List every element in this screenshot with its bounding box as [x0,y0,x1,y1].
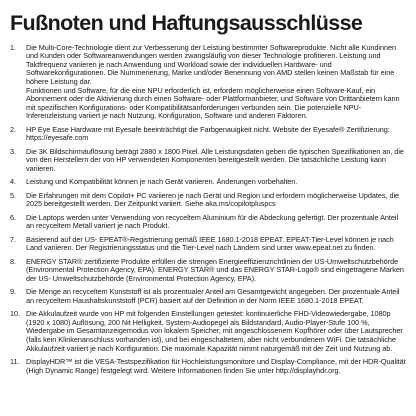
footnote-item [10,214,406,231]
footnote-item [10,178,406,187]
footnote-item [10,192,406,209]
footnote-number: 3. [10,146,17,156]
footnote-item [10,126,406,143]
footnote-item [10,358,406,375]
footnote-item [10,310,406,353]
footnote-text: Die Akkulaufzeit wurde von HP mit folgenden Einstellungen getestet: kontinuierliche FHD-Videowiedergabe, 1080p (1920 x 1080) Auflösung, 200 Nit Helligkeit, System-Audiopegel als Bildstandard, Audio-Player-Stufe 100 %, Wiedergabe im Gesamtanzeigemodus von lokalem Speicher, mit angeschlossenem Kopfhörer oder über Lautsprecher (falls kein Klinkenanschluss vorhanden ist), und bei eingeschaltetem, aber nicht verbundenem WiFi. Die tatsächliche Akkulaufzeit variiert je nach Konfiguration. Die maximale Kapazität nimmt naturgemäß mit der Zeit und Nutzung ab. [26,309,403,353]
footnote-text: Die Erfahrungen mit dem Copilot+ PC variieren je nach Gerät und Region und erfordern möglicherweise Updates, die 2025 bereitgestellt werden. Der Zeitpunkt variiert. Siehe aka.ms/copilotpluspcs [26,190,400,209]
footnote-body [26,236,406,253]
footnote-text: Die Laptops werden unter Verwendung von recyceltem Aluminium für die Abdeckung gefertigt. Der prozentuale Anteil an recyceltem Metall variiert je nach Produkt. [26,212,399,231]
footnote-number: 9. [10,287,17,297]
footnote-text: DisplayHDR™ ist die VESA-Testspezifikation für Hochleistungsmonitore und Display-Compliance, mit der HDR-Qualität (High Dynamic Range) festgelegt wird. Weitere Informationen finden Sie unter http://displayhdr.org. [26,356,406,375]
footnote-number: 6. [10,212,17,222]
footnote-text: Funktionen und Software, für die eine NPU erforderlich ist, erfordern möglicherweise einen Software-Kauf, ein Abonnement oder die Aktivierung durch einen Software- oder Plattformanbieter, und Software von Drittanbietern kann mit spezifischen Konfigurations- oder Kompatibilitätsanforderungen verbunden sein. Die potenzielle NPU-Inferenzleistung variiert je nach Nutzung, Konfiguration, Software und anderen Faktoren. [26,85,400,121]
footnote-number: 7. [10,234,17,244]
footnote-text: ENERGY STAR® zertifizierte Produkte erfüllen die strengen Energieeffizienzrichtlinien der US-Umweltschutzbehörde (Environmental Protection Agency, EPA). ENERGY STAR® und das ENERGY STAR-Logo® sind eingetragene Marken der US- Umweltschutzbehörde (Environmental Protection Agency, EPA). [26,256,404,283]
footnote-item [10,236,406,253]
footnote-body [26,178,406,187]
footnote-number: 1. [10,42,17,52]
footnote-body [26,310,406,353]
footnote-number: 4. [10,177,17,187]
footnote-number: 2. [10,124,17,134]
footnote-number: 11. [10,356,20,366]
footnote-item [10,258,406,284]
footnote-text: Basierend auf der US- EPEAT®-Registrierung gemäß IEEE 1680.1-2018 EPEAT. EPEAT-Tier-Level können je nach Land variieren. Der Registrierungsstatus und die Tier-Level nach Ländern sind unter www.epeat.net zu finden. [26,234,394,253]
footnote-text: HP Eye Ease Hardware mit Eyesafe beeinträchtigt die Farbgenauigkeit nicht. Website der Eyesafe® Zertifizierung: https://eyesafe.com [26,124,390,143]
footnote-item [10,148,406,174]
footnote-body [26,44,406,121]
footnote-number: 8. [10,256,17,266]
page-title: Fußnoten und Haftungsausschlüsse [10,11,363,35]
footnote-text: Die Menge an recyceltem Kunststoff ist als prozentualer Anteil am Gesamtgewicht angegeben. Der prozentuale Anteil an recyceltem Haushaltskunststoff (PCR) basiert auf der Definition in der Norm IEEE 1680.1-2018 EPEAT. [26,287,400,305]
footnote-body [26,358,406,375]
footnote-text: Leistung und Kompatibilität können je nach Gerät variieren. Änderungen vorbehalten. [26,177,298,187]
footnote-body [26,126,406,143]
footnote-text: Die Multi-Core-Technologie dient zur Verbesserung der Leistung bestimmter Softwareprodukte. Nicht alle Kundinnen und Kunden oder Softwareanwendungen werden zwangsläufig von dieser Technologie profitieren. Leistung und Taktfrequenz variieren je nach Anwendung und Workload sowie der individuellen Hardware- und Softwarekonfigurationen. Die Nummerierung, Marke und/oder Benennung von AMD stellen keinen Maßstab für eine höhere Leistung dar. [26,42,396,86]
footnote-item [10,44,406,121]
footnote-body [26,258,406,284]
footnote-body [26,192,406,209]
footnote-number: 10. [10,309,21,319]
footnote-item [10,288,406,305]
footnote-number: 5. [10,190,17,200]
footnote-body [26,288,406,305]
footnote-text: Die 3K Bildschirmauflösung beträgt 2880 x 1800 Pixel. Alle Leistungsdaten geben die typischen Spezifikationen an, die von den Herstellern der von HP verwendeten Komponenten bereitgestellt werden. Die tatsächliche Leistung kann variieren. [26,146,404,173]
footnote-body [26,148,406,174]
footnote-list [10,44,406,376]
footnote-body [26,214,406,231]
